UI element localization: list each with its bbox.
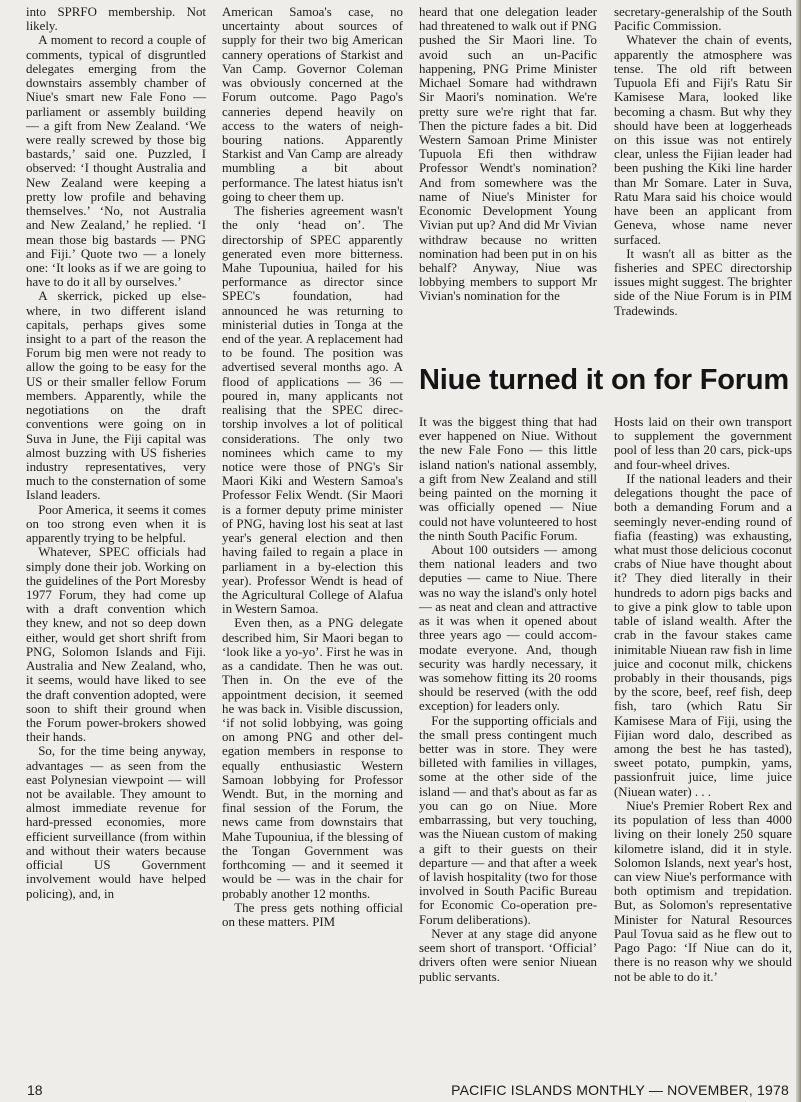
paragraph: Whatever the chain of events, apparently the atmosphere was tense. The old rift between Tupuola Efi and Fiji's Ratu Sir Kamisese Mara, looked like becoming a chasm. But why they should have been at loggerheads on this issue was not entirely clear, unless the Fijian leader had been pushing the Kiki line harder than Mr Somare. Later in Suva, Ratu Mara said his choice would have been an applicant from Geneva, whose name never surfaced. (614, 33, 792, 247)
paragraph: American Samoa's case, no uncertainty about sources of supply for their two big American cannery operations of Starkist and Van Camp. Governor Coleman was obviously concerned at the Forum outcome. Pago Pago's canneries depend heavily on access to the waters of neighbouring nations. Apparently Starkist and Van Camp are already mumbling a bit about performance. The latest hiatus isn't going to cheer them up. (222, 5, 403, 204)
paragraph: It was the biggest thing that had ever happened on Niue. Without the new Fale Fono — this little island nation's national assembly, a gift from New Zealand and still being painted on the morning it was officially opened — Niue could not have volunteered to host the ninth South Pacific Forum. (419, 415, 597, 543)
article-column-3 (419, 5, 597, 304)
paragraph: About 100 outsiders — among them national leaders and two deputies — came to Niue. There was no way the island's only hotel — as neat and clean and attractive as it was when it opened about three years ago — could accommodate everyone. And, though security was hardly necessary, it was somehow fitting its 20 rooms should be reserved (with the odd exception) for leaders only. (419, 542, 597, 714)
paragraph: A skerrick, picked up elsewhere, in two different island capitals, perhaps gives some insight to a part of the reason the Forum big men were not ready to allow the going to be easy for the US or their smaller fellow Forum members. Apparently, while the negotiations on the draft conventions were going on in Suva in June, the Fiji capital was almost buzzing with US fisheries industry representatives, very much to the consternation of some Island leaders. (26, 289, 206, 503)
paragraph: It wasn't all as bitter as the fisheries and SPEC directorship issues might suggest. The brighter side of the Niue Forum is in PIM Tradewinds. (614, 246, 792, 318)
paragraph: A moment to record a couple of comments, typical of disgruntled delegates emerging from the downstairs assembly chamber of Niue's smart new Fale Fono — parliament or assembly building — a gift from New Zealand. ‘We were really screwed by those big bastards,’ said one. Puzzled, I observed: ‘I thought Australia and New Zealand were keeping a pretty low profile and behaving themselves.’ ‘No, not Australia and New Zealand,’ he replied. ‘I mean those big bastards — PNG and Fiji.’ Quote two — a lonely one: ‘It looks as if we are going to have to do it all by ourselves.’ (26, 33, 206, 290)
sidebar-column-1 (419, 415, 597, 984)
paragraph: Poor America, it seems it comes on too strong even when it is apparently trying to be helpful. (26, 502, 206, 546)
paragraph: Niue's Premier Robert Rex and its population of less than 4000 living on their lonely 250 square kilometre island, did it in style. Solomon Islands, next year's host, can view Niue's performance with both optimism and trepidation. But, as Solomon's representative Minister for Natural Resources Paul Tovua said as he flew out to Pago Pago: ‘If Niue can do it, there is no reason why we should not be able to do it.’ (614, 798, 792, 984)
article-column-2 (222, 5, 403, 929)
paragraph: secretary-generalship of the South Pacific Commission. (614, 5, 792, 34)
paragraph: So, for the time being anyway, advantages — as seen from the east Polynesian viewpoint — will not be available. They amount to almost immediate revenue for hard-pressed economies, more efficient surveillance (from within and without their waters because official US Government involvement would have helped policing), and, in (26, 744, 206, 901)
paragraph: heard that one delegation leader had threatened to walk out if PNG pushed the Sir Maori line. To avoid such an un-Pacific happening, PNG Prime Minister Michael Somare had withdrawn Sir Maori's nomination. We're pretty sure we're right that far. Then the picture fades a bit. Did Western Samoan Prime Minister Tupuola Efi then withdraw Professor Wendt's nomination? And from somewhere was the name of Niue's Minister for Economic Development Young Vivian put up? And did Mr Vivian withdraw because no written nomination had been put in on his behalf? Anyway, Niue was lobbying members to support Mr Vivian's nomination for the (419, 5, 597, 304)
paragraph: The press gets nothing official on these matters. PIM (222, 900, 403, 929)
magazine-footer: PACIFIC ISLANDS MONTHLY — NOVEMBER, 1978 (451, 1082, 789, 1098)
sidebar-column-2 (614, 415, 792, 984)
paragraph: The fisheries agreement wasn't the only ‘head on’. The directorship of SPEC apparently generated even more bitterness. Mahe Tupouniua, hailed for his performance as director since SPEC's foundation, had announced he was returning to ministerial duties in Tonga at the end of the year. A replacement had to be found. The position was advertised several months ago. A flood of applications — 36 — poured in, many applicants not realising that the SPEC directorship involves a lot of political considerations. The only two nominees which came to my notice were those of PNG's Sir Maori Kiki and Western Samoa's Professor Felix Wendt. (Sir Maori is a former deputy prime minister of PNG, having lost his seat at last year's general election and then having failed to regain a place in parliament in a by-election this year). Professor Wendt is head of the Agricultural College of Alafua in Western Samoa. (222, 204, 403, 617)
paragraph: into SPRFO membership. Not likely. (26, 5, 206, 34)
sidebar-headline: Niue turned it on for Forum (419, 364, 789, 396)
paragraph: Never at any stage did anyone seem short of transport. ‘Official’ drivers often were senior Niuean public servants. (419, 926, 597, 984)
page-edge (796, 0, 801, 1102)
paragraph: For the supporting officials and the small press contingent much better was in store. They were billeted with families in villages, some at the other side of the island — and that's about as far as you can go on Niue. More embarrassing, but very touching, was the Niuean custom of making a gift to their guests on their departure — and that after a week of lavish hospitality (two for those involved in South Pacific Bureau for Economic Co-operation pre-Forum deliberations). (419, 713, 597, 927)
paragraph: Even then, as a PNG delegate described him, Sir Maori began to ‘look like a yo-yo’. First he was in as a candidate. Then he was out. Then in. On the eve of the appointment decision, it seemed he was back in. Visible discussion, ‘if not solid lobbying, was going on among PNG and other delegation members in response to equally enthusiastic Western Samoan lobbying for Professor Wendt. But, in the morning and final session of the Forum, the news came from downstairs that Mahe Tupouniua, if the blessing of the Tongan Government was forthcoming — and it seemed it would be — was in the chair for probably another 12 months. (222, 616, 403, 901)
paragraph: If the national leaders and their delegations thought the pace of both a demanding Forum and a seemingly never-ending round of fiafia (feasting) was exhausting, what must those delicious coconut crabs of Niue have thought about it? They died literally in their hundreds to adorn pigs backs and to give a pink glow to table upon table of island wealth. After the crab in the favour stakes came inimitable Niuean raw fish in lime juice and coconut milk, chickens probably in their thousands, pigs by the score, beef, reef fish, deep fish, taro (which Ratu Sir Kamisese Mara of Fiji, using the Fijian word dalo, described as among the best he has tasted), sweet potato, pumpkin, yams, passionfruit juice, lime juice (Niuean water) . . . (614, 471, 792, 799)
article-column-4 (614, 5, 792, 318)
page-number: 18 (27, 1082, 43, 1098)
paragraph: Whatever, SPEC officials had simply done their job. Working on the guidelines of the Port Moresby 1977 Forum, they had come up with a draft convention which they knew, and not so deep down either, would get short shrift from PNG, Solomon Islands and Fiji. Australia and New Zealand, who, it seems, would have liked to see the draft convention adopted, were soon to shift their ground when the Forum power-brokers showed their hands. (26, 545, 206, 745)
paragraph: Hosts laid on their own transport to supplement the government pool of less than 20 cars, pick-ups and four-wheel drives. (614, 415, 792, 472)
article-column-1 (26, 5, 206, 901)
